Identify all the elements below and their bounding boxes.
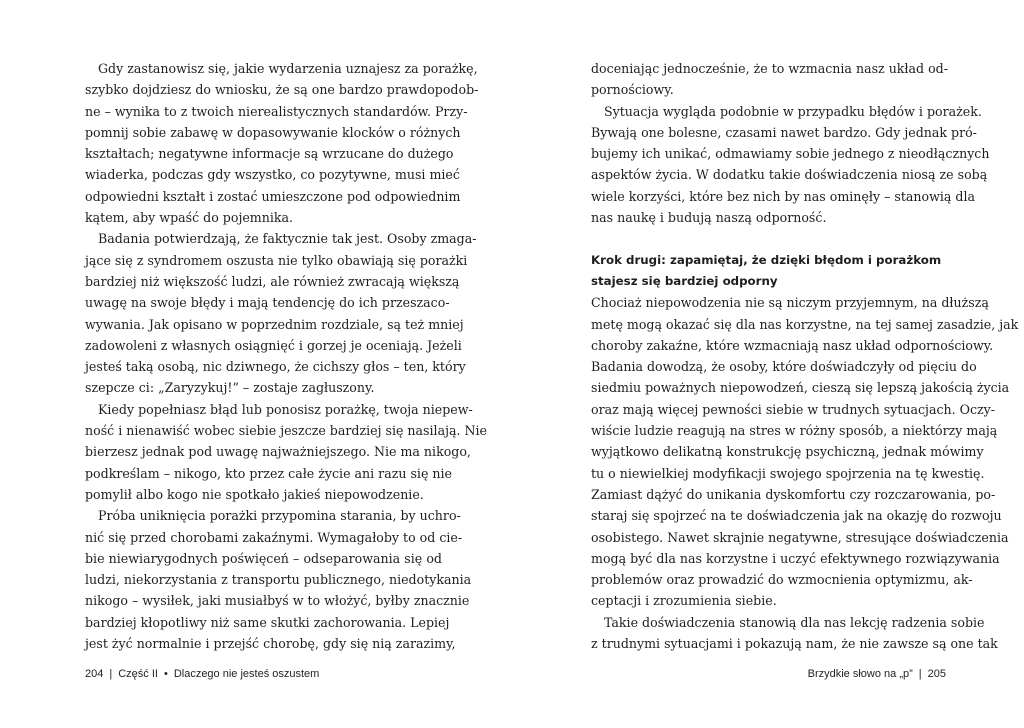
- text-line: Gdy zastanowisz się, jakie wydarzenia uznajesz za porażkę,: [98, 61, 478, 76]
- text-line: doceniając jednocześnie, że to wzmacnia nasz układ od-: [591, 61, 948, 76]
- text-line: bardziej kłopotliwy niż same skutki zachorowania. Lepiej: [85, 614, 450, 630]
- text-line: bie niewiarygodnych poświęceń – odseparowania się od: [85, 550, 442, 566]
- text-line: osobistego. Nawet skrajnie negatywne, stresujące doświadczenia: [591, 529, 1009, 545]
- text-line: bujemy ich unikać, odmawiamy sobie jednego z nieodłącznych: [591, 146, 990, 162]
- footer-bullet: •: [163, 668, 168, 680]
- text-line: ceptacji i zrozumienia siebie.: [591, 593, 777, 609]
- text-line: kątem, aby wpaść do pojemnika.: [85, 210, 294, 226]
- text-line: Badania dowodzą, że osoby, które doświadczyły od pięciu do: [591, 359, 977, 375]
- right-page-body: [591, 58, 1019, 654]
- text-line: staraj się spojrzeć na te doświadczenia jak na okazję do rozwoju: [591, 508, 1002, 524]
- section-heading-line: stajesz się bardziej odporny: [591, 273, 778, 288]
- text-line: Badania potwierdzają, że faktycznie tak jest. Osoby zmaga-: [98, 231, 477, 247]
- right-page: [512, 0, 1024, 728]
- text-line: Sytuacja wygląda podobnie w przypadku błędów i porażek.: [604, 103, 982, 119]
- footer-section-title: Brzydkie słowo na „p”: [807, 668, 913, 680]
- text-line: siedmiu poważnych niepowodzeń, cieszą się lepszą jakością życia: [591, 380, 1010, 396]
- text-line: jest żyć normalnie i przejść chorobę, gdy się nią zarazimy,: [85, 636, 456, 652]
- left-page-body: [85, 58, 487, 654]
- footer-part-label: Część II: [118, 668, 158, 680]
- text-line: podkreślam – nikogo, kto przez całe życie ani razu się nie: [85, 465, 452, 481]
- text-line: tu o niewielkiej modyfikacji swojego spojrzenia na tę kwestię.: [591, 465, 985, 481]
- text-line: bardziej niż większość ludzi, ale również zwracają większą: [85, 273, 460, 289]
- text-line: ność i nienawiść wobec siebie jeszcze bardziej się nasilają. Nie: [85, 423, 487, 439]
- text-line: zadowoleni z własnych osiągnięć i gorzej je oceniają. Jeżeli: [85, 337, 462, 353]
- left-page-footer: [85, 668, 319, 680]
- section-heading-line: Krok drugi: zapamiętaj, że dzięki błędom i porażkom: [591, 252, 942, 267]
- text-line: wiście ludzie reagują na stres w różny sposób, a niektórzy mają: [591, 423, 998, 439]
- text-line: nić się przed chorobami zakaźnymi. Wymagałoby to od cie-: [85, 529, 463, 545]
- text-line: ludzi, niekorzystania z transportu publicznego, niedotykania: [85, 572, 472, 588]
- text-line: wiele korzyści, które bez nich by nas ominęły – stanowią dla: [591, 188, 976, 204]
- text-line: wyjątkowo delikatną konstrukcję psychiczną, jednak mówimy: [591, 444, 984, 460]
- text-line: nas naukę i budują naszą odporność.: [591, 210, 827, 226]
- text-line: jesteś taką osobą, nic dziwnego, że cichszy głos – ten, który: [85, 359, 466, 375]
- text-line: jące się z syndromem oszusta nie tylko obawiają się porażki: [85, 252, 468, 268]
- text-line: szepcze ci: „Zaryzykuj!” – zostaje zagłuszony.: [85, 380, 375, 396]
- right-page-number: 205: [927, 668, 946, 680]
- text-line: kształtach; negatywne informacje są wrzucane do dużego: [85, 146, 454, 162]
- text-line: ne – wynika to z twoich nierealistycznych standardów. Przy-: [85, 103, 468, 119]
- text-line: Bywają one bolesne, czasami nawet bardzo. Gdy jednak pró-: [591, 124, 977, 140]
- text-line: z trudnymi sytuacjami i pokazują nam, że nie zawsze są one tak: [591, 636, 998, 652]
- section-spacer: [591, 228, 948, 249]
- text-line: pomylił albo kogo nie spotkało jakieś niepowodzenie.: [85, 486, 424, 502]
- footer-chapter-title: Dlaczego nie jesteś oszustem: [173, 668, 320, 680]
- text-line: Kiedy popełniasz błąd lub ponosisz porażkę, twoja niepew-: [98, 401, 473, 417]
- text-line: Zamiast dążyć do unikania dyskomfortu czy rozczarowania, po-: [591, 486, 996, 502]
- text-line: aspektów życia. W dodatku takie doświadczenia niosą ze sobą: [591, 167, 988, 183]
- text-line: odpowiedni kształt i zostać umieszczone pod odpowiednim: [85, 188, 461, 204]
- text-line: szybko dojdziesz do wniosku, że są one bardzo prawdopodob-: [85, 82, 479, 98]
- text-line: Takie doświadczenia stanowią dla nas lekcję radzenia sobie: [604, 614, 985, 630]
- text-line: problemów oraz prowadzić do wzmocnienia optymizmu, ak-: [591, 572, 973, 588]
- text-line: metę mogą okazać się dla nas korzystne, na tej samej zasadzie, jak: [591, 316, 1019, 332]
- left-page-number: 204: [85, 668, 104, 680]
- text-line: wiaderka, podczas gdy wszystko, co pozytywne, musi mieć: [85, 167, 460, 183]
- text-line: choroby zakaźne, które wzmacniają nasz układ odpornościowy.: [591, 337, 994, 353]
- text-line: pornościowy.: [591, 82, 674, 98]
- text-line: Próba uniknięcia porażki przypomina starania, by uchro-: [98, 508, 461, 524]
- text-line: wywania. Jak opisano w poprzednim rozdziale, są też mniej: [85, 316, 464, 332]
- text-line: oraz mają więcej pewności siebie w trudnych sytuacjach. Oczy-: [591, 401, 996, 417]
- text-line: nikogo – wysiłek, jaki musiałbyś w to włożyć, byłby znacznie: [85, 593, 470, 609]
- text-line: Chociaż niepowodzenia nie są niczym przyjemnym, na dłuższą: [591, 295, 989, 311]
- text-line: mogą być dla nas korzystne i uczyć efektywnego rozwiązywania: [591, 550, 1000, 566]
- text-line: bierzesz jednak pod uwagę najważniejszego. Nie ma nikogo,: [85, 444, 471, 460]
- right-page-footer: [808, 668, 946, 680]
- text-line: pomnij sobie zabawę w dopasowywanie klocków o różnych: [85, 124, 461, 140]
- footer-divider: |: [109, 668, 113, 680]
- text-line: uwagę na swoje błędy i mają tendencję do ich przeszaco-: [85, 295, 450, 311]
- footer-divider: |: [918, 668, 922, 680]
